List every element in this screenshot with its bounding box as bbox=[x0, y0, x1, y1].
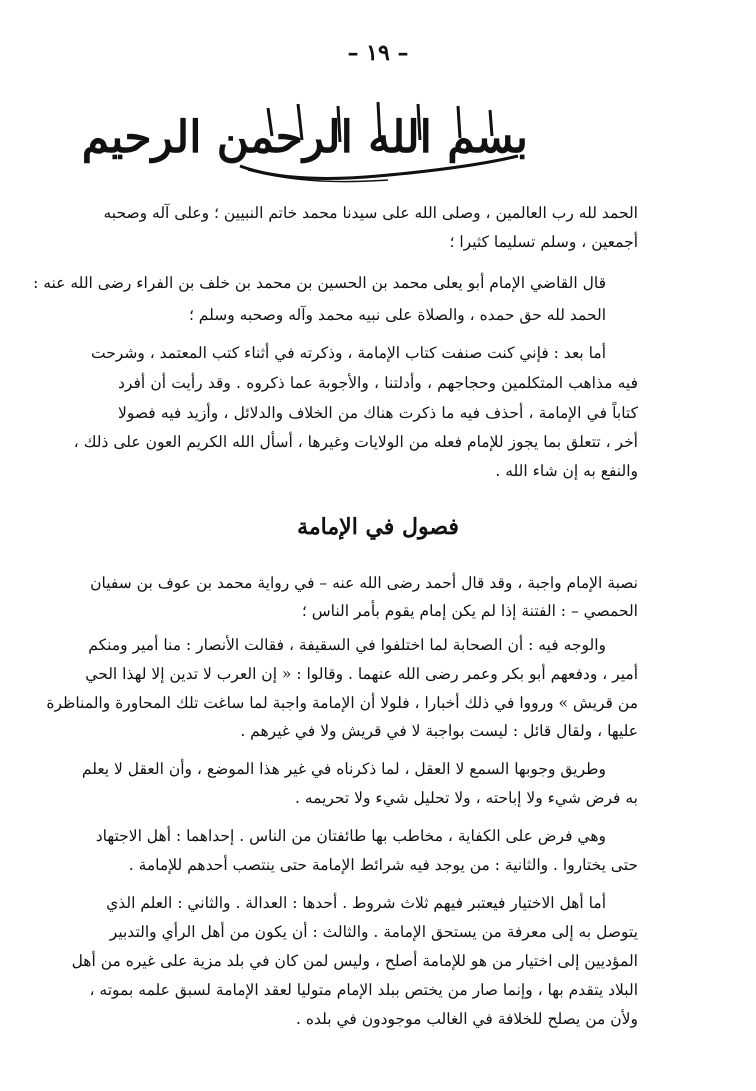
text-line: الحمد لله رب العالمين ، وصلى الله على سيدنا محمد خاتم النبيين ؛ وعلى آله وصحبه bbox=[103, 204, 638, 222]
text-line: نصبة الإمام واجبة ، وقد قال أحمد رضى الله عنه – في رواية محمد بن عوف بن سفيان bbox=[90, 574, 638, 592]
text-line: أما بعد : فإني كنت صنفت كتاب الإمامة ، وذكرته في أثناء كتب المعتمد ، وشرحت bbox=[90, 344, 606, 362]
text-line: به فرض شيء ولا إباحته ، ولا تحليل شيء ولا تحريمه . bbox=[294, 789, 638, 807]
text-line: عليها ، ولقال قائل : ليست بواجبة لا في قريش ولا في غيرهم . bbox=[240, 722, 638, 740]
text-line: المؤديين إلى اختيار من هو للإمامة أصلح ، وليس لمن كان في بلد مزية على غيره من أهل bbox=[71, 952, 638, 970]
text-line: أمير ، ودفعهم أبو بكر وعمر رضى الله عنهما . وقالوا : « إن العرب لا تدين إلا لهذا الحي bbox=[85, 665, 638, 683]
section-heading: فصول في الإمامة bbox=[297, 514, 459, 540]
text-line: من قريش » ورووا في ذلك أخبارا ، فلولا أن الإمامة واجبة لما ساغت تلك المحاورة والمناظرة bbox=[46, 694, 638, 712]
basmala-calligraphy bbox=[81, 96, 528, 188]
text-line: والنفع به إن شاء الله . bbox=[495, 462, 638, 480]
text-line: وطريق وجوبها السمع لا العقل ، لما ذكرناه في غير هذا الموضع ، وأن العقل لا يعلم bbox=[81, 760, 606, 778]
text-line: أخر ، تتعلق بما يجوز للإمام فعله من الولايات وغيرها ، أسأل الله الكريم العون على ذلك ، bbox=[73, 433, 638, 451]
text-line: حتى يختاروا . والثانية : من يوجد فيه شرائط الإمامة حتى ينتصب أحدهم للإمامة . bbox=[128, 856, 638, 874]
text-line: الحمصي – : الفتنة إذا لم يكن إمام يقوم بأمر الناس ؛ bbox=[301, 602, 638, 620]
page-number: – ١٩ – bbox=[347, 40, 409, 66]
text-line: ولأن من يصلح للخلافة في الغالب موجودون في بلده . bbox=[296, 1010, 638, 1028]
text-line: فيه مذاهب المتكلمين وحجاجهم ، وأدلتنا ، والأجوبة عما ذكروه . وقد رأيت أن أفرد bbox=[118, 374, 638, 392]
text-line: أما أهل الاختيار فيعتبر فيهم ثلاث شروط . أحدها : العدالة . والثاني : العلم الذي bbox=[106, 894, 606, 912]
basmala-text: بسم الله الرحمن الرحيم bbox=[81, 112, 528, 163]
text-line: الحمد لله حق حمده ، والصلاة على نبيه محمد وآله وصحبه وسلم ؛ bbox=[188, 306, 606, 324]
text-line: قال القاضي الإمام أبو يعلى محمد بن الحسين بن محمد بن خلف بن الفراء رضى الله عنه : bbox=[33, 274, 606, 292]
text-line: البلاد يتقدم بها ، وإنما صار من يختص ببلد الإمام متوليا لعقد الإمامة لسبق علمه بموته ، bbox=[89, 981, 638, 999]
text-line: وهي فرض على الكفاية ، مخاطب بها طائفتان من الناس . إحداهما : أهل الاجتهاد bbox=[95, 827, 606, 845]
text-line: أجمعين ، وسلم تسليما كثيرا ؛ bbox=[449, 233, 638, 251]
text-line: والوجه فيه : أن الصحابة لما اختلفوا في السقيفة ، فقالت الأنصار : منا أمير ومنكم bbox=[88, 636, 606, 654]
text-line: كتاباً في الإمامة ، أحذف فيه ما ذكرت هناك من الخلاف والدلائل ، وأزيد فيه فصولا bbox=[118, 404, 638, 422]
text-line: يتوصل به إلى معرفة من يستحق الإمامة . والثالث : أن يكون من أهل الرأي والتدبير bbox=[109, 923, 638, 941]
